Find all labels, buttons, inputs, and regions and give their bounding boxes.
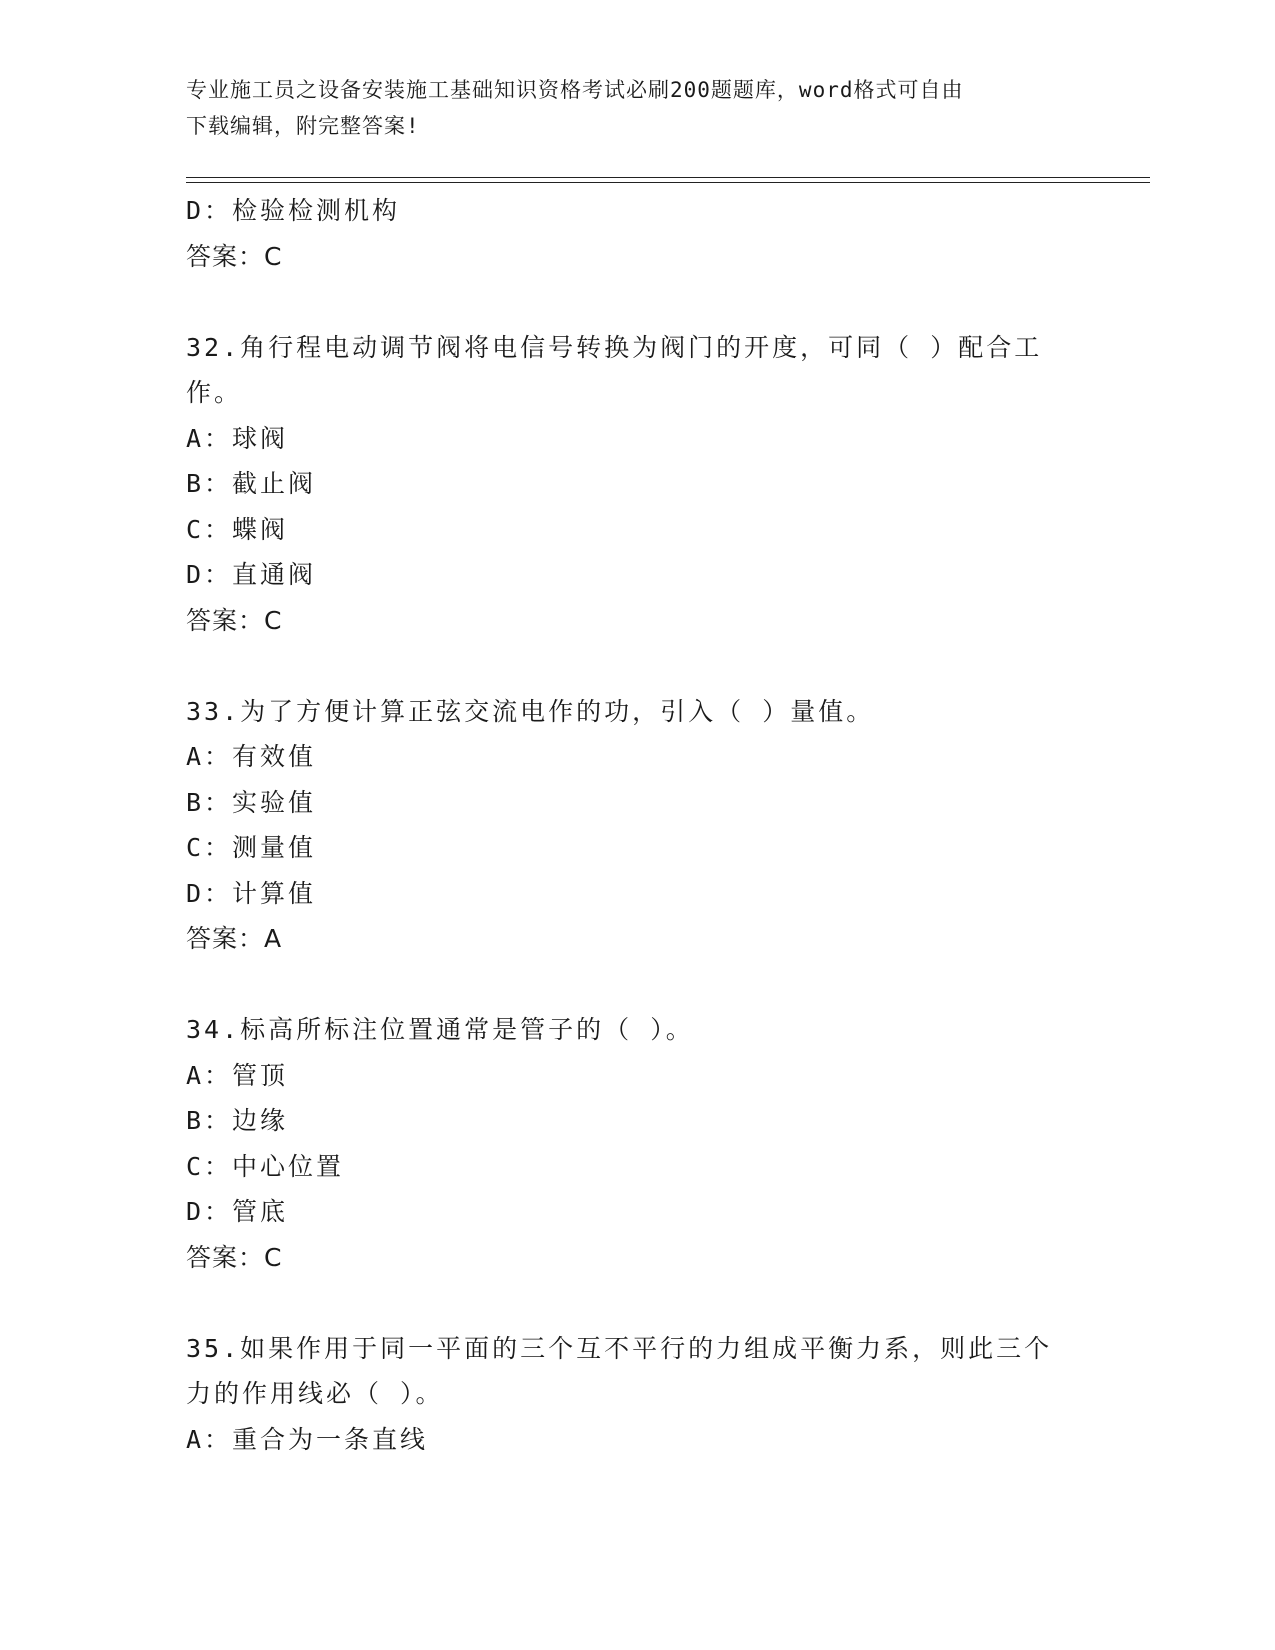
header-divider-bottom <box>186 182 1150 183</box>
option-b: B：截止阀 <box>186 469 317 498</box>
question-34 <box>186 1007 1066 1280</box>
question-stem-line-1: 32.角行程电动调节阀将电信号转换为阀门的开度，可同（ ）配合工 <box>186 332 1043 362</box>
question-stem-line-1: 35.如果作用于同一平面的三个互不平行的力组成平衡力系，则此三个 <box>186 1333 1053 1363</box>
header-divider-top <box>186 177 1150 178</box>
document-header <box>186 72 1066 144</box>
option-d: D：计算值 <box>186 878 317 908</box>
option-a: A：球阀 <box>186 423 289 453</box>
option-a: A：有效值 <box>186 742 317 771</box>
option-d: D：管底 <box>186 1197 289 1226</box>
option-a: A：重合为一条直线 <box>186 1424 429 1454</box>
question-list <box>186 188 1066 1462</box>
spacer <box>186 962 1066 1008</box>
question-35 <box>186 1326 1066 1463</box>
header-title-line-1: 专业施工员之设备安装施工基础知识资格考试必刷200题题库，word格式可自由 <box>186 78 964 102</box>
question-stem-line-1: 33.为了方便计算正弦交流电作的功，引入（ ）量值。 <box>186 696 875 726</box>
answer-line: 答案：C <box>186 1242 283 1272</box>
option-b: B：边缘 <box>186 1106 289 1135</box>
option-a: A：管顶 <box>186 1060 289 1090</box>
question-stem-line-2: 力的作用线必（ ）。 <box>186 1379 444 1408</box>
question-32 <box>186 325 1066 644</box>
header-title-line-2: 下载编辑，附完整答案! <box>186 114 420 138</box>
option-c: C：中心位置 <box>186 1151 345 1181</box>
question-33 <box>186 689 1066 962</box>
spacer <box>186 643 1066 689</box>
spacer <box>186 279 1066 325</box>
answer-line: 答案：C <box>186 605 283 635</box>
option-c: C：测量值 <box>186 833 317 862</box>
answer-line: 答案：C <box>186 241 283 271</box>
answer-line: 答案：A <box>186 924 283 953</box>
option-d: D：检验检测机构 <box>186 196 401 225</box>
previous-question-tail <box>186 188 1066 279</box>
question-stem-line-1: 34.标高所标注位置通常是管子的（ ）。 <box>186 1015 694 1044</box>
option-d: D：直通阀 <box>186 560 317 589</box>
option-c: C：蝶阀 <box>186 514 289 544</box>
spacer <box>186 1280 1066 1326</box>
question-stem-line-2: 作。 <box>186 378 243 407</box>
option-b: B：实验值 <box>186 787 317 817</box>
